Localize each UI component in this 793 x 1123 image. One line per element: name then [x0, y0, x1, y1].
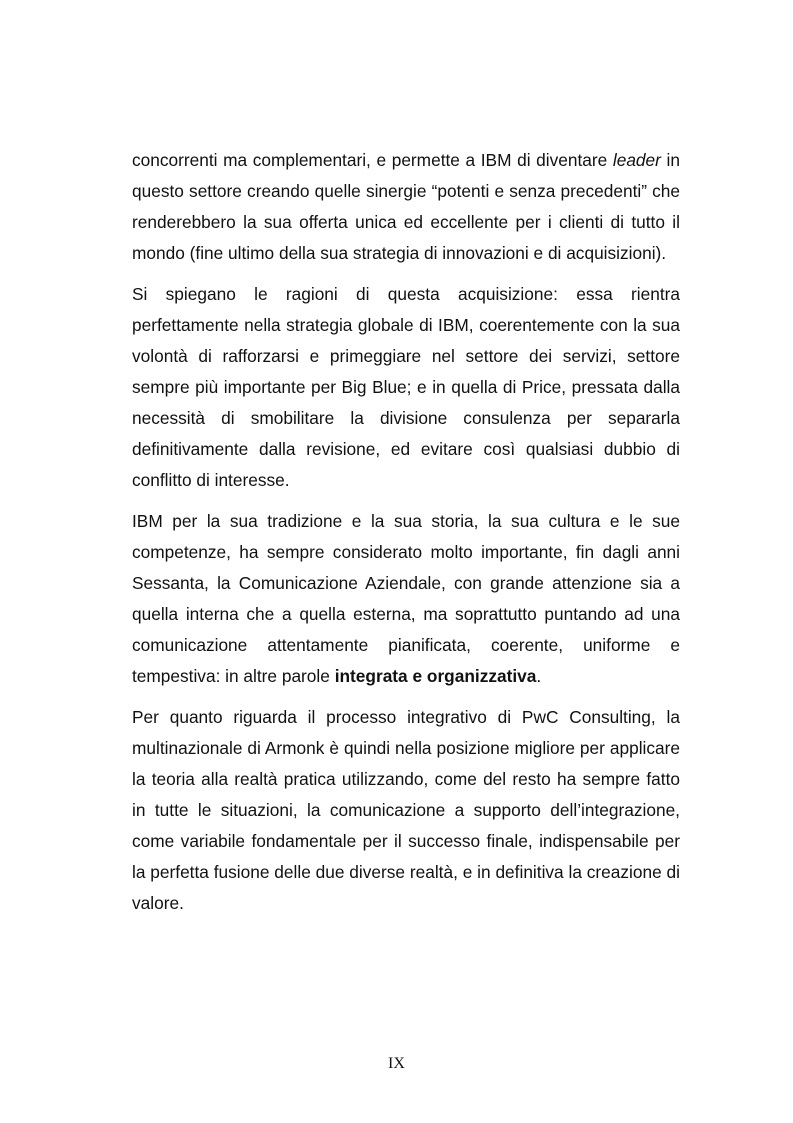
paragraph-3: [132, 506, 680, 692]
paragraph-1-part-1: concorrenti ma complementari, e permette a IBM di diventare: [132, 150, 613, 170]
paragraph-3-part-1: IBM per la sua tradizione e la sua storia, la sua cultura e le sue competenze, ha sempre considerato molto importante, fin dagli anni Sessanta, la Comunicazione Aziendale, con grande attenzione sia a quella interna che a quella esterna, ma soprattutto puntando ad una comunicazione attentamente pianificata, coerente, uniforme e tempestiva: in altre parole: [132, 511, 680, 686]
paragraph-2-text: Si spiegano le ragioni di questa acquisizione: essa rientra perfettamente nella strategia globale di IBM, coerentemente con la sua volontà di rafforzarsi e primeggiare nel settore dei servizi, settore sempre più importante per Big Blue; e in quella di Price, pressata dalla necessità di smobilitare la divisione consulenza per separarla definitivamente dalla revisione, ed evitare così qualsiasi dubbio di conflitto di interesse.: [132, 284, 680, 490]
paragraph-1: [132, 145, 680, 269]
paragraph-3-part-3: .: [536, 666, 542, 686]
paragraph-1-italic-leader: leader: [612, 150, 661, 170]
paragraph-1-part-3: in questo settore creando quelle sinergie “potenti e senza precedenti” che renderebbero la sua offerta unica ed eccellente per i clienti di tutto il mondo (fine ultimo della sua strategia di innovazioni e di acquisizioni).: [132, 150, 680, 263]
paragraph-3-bold-phrase: integrata e organizzativa: [334, 666, 537, 686]
page-number: IX: [388, 1055, 405, 1072]
body-text: [132, 145, 680, 929]
paragraph-4-text: Per quanto riguarda il processo integrativo di PwC Consulting, la multinazionale di Armonk è quindi nella posizione migliore per applicare la teoria alla realtà pratica utilizzando, come del resto ha sempre fatto in tutte le situazioni, la comunicazione a supporto dell’integrazione, come variabile fondamentale per il successo finale, indispensabile per la perfetta fusione delle due diverse realtà, e in definitiva la creazione di valore.: [132, 707, 680, 913]
paragraph-4: [132, 702, 680, 919]
paragraph-2: [132, 279, 680, 496]
